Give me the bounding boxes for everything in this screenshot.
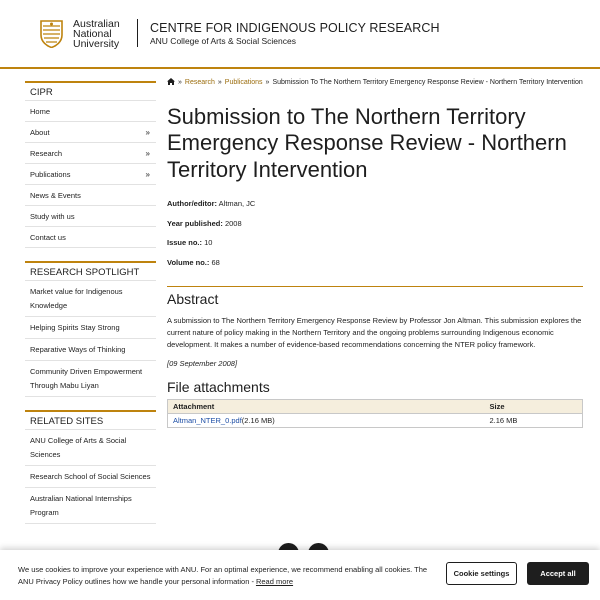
cookie-message xyxy=(18,564,428,587)
page-title: Submission to The Northern Territory Emergency Response Review - Northern Territory Intervention xyxy=(167,103,567,182)
main-content xyxy=(167,78,583,428)
home-icon[interactable] xyxy=(167,78,175,85)
sidebar-item-label: Contact us xyxy=(30,233,66,242)
header-rule xyxy=(0,67,600,69)
sidebar-item-news-events[interactable] xyxy=(25,185,156,206)
related-sites xyxy=(25,410,156,524)
breadcrumb-link-research[interactable]: Research xyxy=(184,79,215,86)
attachment-link[interactable]: Altman_NTER_0.pdf xyxy=(173,415,242,425)
abstract-text: A submission to The Northern Territory Emergency Response Review by Professor Jon Altman. This submission explores the current nature of policy making in the Northern Territory and the ongoing problems surrounding Indigenous economic development. It makes a number of evidence-based recommendations concerning the NTER policy framework. xyxy=(167,315,582,349)
meta-value: Altman, JC xyxy=(218,199,256,208)
meta-value: 68 xyxy=(211,258,220,268)
anu-wordmark xyxy=(73,19,120,49)
sidebar-item-label: Publications xyxy=(30,170,71,179)
sidebar-item-study[interactable] xyxy=(25,206,156,227)
meta-value: 10 xyxy=(204,238,213,248)
sidebar-item-contact[interactable] xyxy=(25,227,156,248)
sidebar-item-research[interactable] xyxy=(25,143,156,164)
spotlight-title: RESEARCH SPOTLIGHT xyxy=(25,261,156,281)
sidebar-item-home[interactable] xyxy=(25,101,156,122)
publication-meta xyxy=(167,199,583,278)
column-header-attachment: Attachment xyxy=(168,399,485,413)
submenu-arrow-icon[interactable]: » xyxy=(145,128,150,137)
spotlight-link[interactable]: Community Driven Empowerment Through Mabu Liyan xyxy=(25,361,156,397)
sidebar-item-publications[interactable] xyxy=(25,164,156,185)
meta-issue xyxy=(167,238,583,258)
sidebar-item-label: Research xyxy=(30,149,63,158)
attachments-table xyxy=(167,399,583,428)
meta-label: Author/editor: xyxy=(167,199,217,208)
site-title[interactable]: CENTRE FOR INDIGENOUS POLICY RESEARCH xyxy=(150,21,440,35)
attachment-inline-size: (2.16 MB) xyxy=(241,415,275,425)
meta-volume xyxy=(167,258,583,278)
anu-crest-icon xyxy=(40,20,63,48)
sidebar-item-label: About xyxy=(30,128,50,137)
meta-label: Issue no.: xyxy=(167,238,203,248)
breadcrumb-separator: » xyxy=(217,79,222,86)
cookie-message-text: We use cookies to improve your experience with ANU. For an optimal experience, we recommend enabling all cookies. The ANU Privacy Policy outlines how we handle your personal information - xyxy=(18,565,428,586)
spotlight-link[interactable]: Helping Spirits Stay Strong xyxy=(25,317,156,339)
related-sites-title: RELATED SITES xyxy=(25,410,156,430)
cookie-settings-button[interactable]: Cookie settings xyxy=(446,562,517,585)
accept-all-button[interactable]: Accept all xyxy=(527,562,589,585)
anu-logo[interactable] xyxy=(40,19,120,51)
attachment-size: 2.16 MB xyxy=(489,415,518,425)
cookie-banner xyxy=(0,550,600,600)
sidebar xyxy=(25,81,156,524)
sidebar-item-label: News & Events xyxy=(30,191,81,200)
breadcrumb-separator: » xyxy=(178,79,182,86)
header-divider xyxy=(137,19,138,47)
related-site-link[interactable]: Research School of Social Sciences xyxy=(25,466,156,488)
site-subtitle[interactable]: ANU College of Arts & Social Sciences xyxy=(150,36,296,46)
submenu-arrow-icon[interactable]: » xyxy=(145,149,150,158)
submenu-arrow-icon[interactable]: » xyxy=(145,170,150,179)
attachments-heading: File attachments xyxy=(167,378,270,395)
read-more-link[interactable]: Read more xyxy=(255,576,294,586)
sidebar-item-about[interactable] xyxy=(25,122,156,143)
table-row xyxy=(168,413,583,427)
meta-label: Volume no.: xyxy=(167,258,210,268)
breadcrumb-current: Submission To The Northern Territory Emergency Response Review - Northern Territory Intervention xyxy=(272,79,583,86)
column-header-size: Size xyxy=(485,399,583,413)
research-spotlight xyxy=(25,261,156,397)
site-header xyxy=(0,0,600,68)
breadcrumb xyxy=(167,78,583,88)
anu-word-line: University xyxy=(73,38,120,50)
meta-value: 2008 xyxy=(224,218,242,228)
meta-year xyxy=(167,219,583,239)
abstract-heading: Abstract xyxy=(167,290,219,307)
related-site-link[interactable]: ANU College of Arts & Social Sciences xyxy=(25,430,156,466)
table-header-row xyxy=(168,399,583,413)
sidebar-item-label: Study with us xyxy=(30,212,75,221)
related-site-link[interactable]: Australian National Internships Program xyxy=(25,488,156,524)
abstract-section xyxy=(167,286,583,368)
abstract-date: [09 September 2008] xyxy=(167,358,238,368)
sidebar-nav-title[interactable]: CIPR xyxy=(25,81,156,101)
sidebar-item-label: Home xyxy=(30,107,51,116)
spotlight-link[interactable]: Reparative Ways of Thinking xyxy=(25,339,156,361)
anu-word-line: National xyxy=(73,28,112,40)
anu-word-line: Australian xyxy=(73,18,120,30)
breadcrumb-link-publications[interactable]: Publications xyxy=(224,79,263,86)
meta-label: Year published: xyxy=(167,218,223,228)
meta-author xyxy=(167,199,583,219)
attachment-cell xyxy=(168,413,485,427)
spotlight-link[interactable]: Market value for Indigenous Knowledge xyxy=(25,281,156,317)
breadcrumb-separator: » xyxy=(265,79,270,86)
